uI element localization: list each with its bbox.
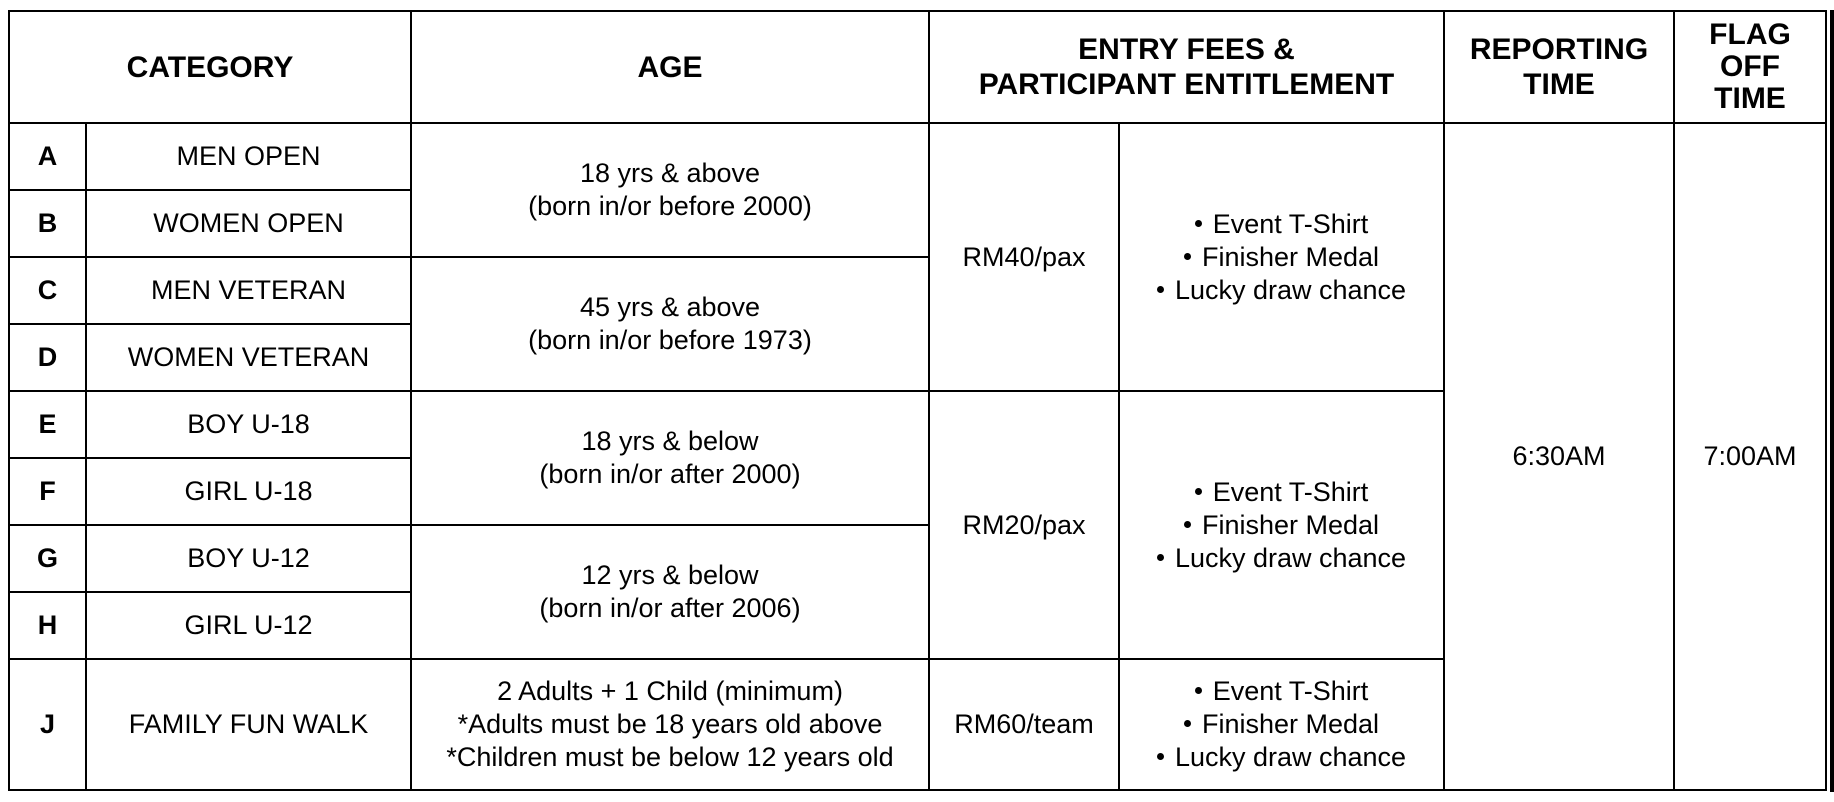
adjacent-row-divider (1830, 457, 1834, 459)
entitlement-list (1120, 675, 1443, 774)
adjacent-row-divider (1830, 122, 1834, 124)
bullet-icon (1157, 286, 1164, 293)
table-row (9, 123, 1826, 190)
flag-off-header-line1: FLAG (1709, 18, 1791, 51)
list-item (1120, 708, 1443, 741)
list-item (1120, 741, 1443, 774)
category-code: C (9, 257, 86, 324)
adjacent-row-divider (1830, 658, 1834, 660)
list-item (1120, 274, 1443, 307)
bullet-icon (1184, 720, 1191, 727)
event-categories-table (8, 10, 1827, 791)
age-group-veteran (411, 257, 929, 391)
category-code: F (9, 458, 86, 525)
entitlement-text: Finisher Medal (1201, 241, 1380, 272)
age-group-line1: 18 yrs & above (579, 158, 761, 188)
category-name: WOMEN VETERAN (86, 324, 411, 391)
bullet-icon (1195, 220, 1202, 227)
category-code: D (9, 324, 86, 391)
entry-fees-header-line1: ENTRY FEES & (1078, 33, 1295, 66)
age-group-family (411, 659, 929, 790)
category-code: H (9, 592, 86, 659)
fee-junior: RM20/pax (929, 391, 1119, 659)
age-group-line1: 2 Adults + 1 Child (minimum) (497, 676, 843, 706)
entitlement-list (1120, 476, 1443, 575)
age-group-line1: 12 yrs & below (581, 560, 759, 590)
age-group-line2: (born in/or before 2000) (528, 191, 812, 221)
entitlement-text: Event T-Shirt (1212, 476, 1369, 507)
entitlement-text: Event T-Shirt (1212, 676, 1369, 706)
age-header: AGE (411, 11, 929, 123)
fee-adult: RM40/pax (929, 123, 1119, 391)
list-item (1120, 476, 1443, 509)
age-group-u18 (411, 391, 929, 525)
age-group-line3: *Children must be below 12 years old (446, 742, 894, 772)
reporting-time: 6:30AM (1444, 123, 1674, 790)
list-item (1120, 675, 1443, 708)
age-group-line2: (born in/or after 2000) (539, 459, 801, 489)
entitlement-text: Lucky draw chance (1174, 542, 1407, 573)
category-header: CATEGORY (9, 11, 411, 123)
adjacent-row-divider (1830, 256, 1834, 258)
bullet-icon (1195, 687, 1202, 694)
flag-off-header-line3: TIME (1714, 82, 1786, 115)
flag-off-time: 7:00AM (1674, 123, 1826, 790)
age-group-line2: (born in/or before 1973) (528, 325, 812, 355)
bullet-icon (1157, 753, 1164, 760)
entitlement-text: Lucky draw chance (1174, 742, 1407, 772)
entitlement-text: Finisher Medal (1201, 509, 1380, 540)
reporting-time-header-line1: REPORTING (1469, 33, 1649, 66)
entitlement-text: Event T-Shirt (1212, 208, 1369, 239)
category-code: J (9, 659, 86, 790)
bullet-icon (1184, 253, 1191, 260)
entitlements-family (1119, 659, 1444, 790)
category-name: BOY U-18 (86, 391, 411, 458)
age-group-open (411, 123, 929, 257)
adjacent-row-divider (1830, 323, 1834, 325)
entitlement-list (1120, 208, 1443, 307)
age-group-line2: *Adults must be 18 years old above (457, 709, 883, 739)
list-item (1120, 509, 1443, 542)
age-group-line1: 45 yrs & above (579, 292, 761, 322)
bullet-icon (1157, 554, 1164, 561)
adjacent-column-border (1830, 10, 1834, 792)
category-name: GIRL U-12 (86, 592, 411, 659)
reporting-time-header-line2: TIME (1523, 68, 1595, 101)
entry-fees-header-line2: PARTICIPANT ENTITLEMENT (978, 68, 1395, 101)
entitlement-text: Finisher Medal (1201, 709, 1380, 739)
flag-off-time-header (1674, 11, 1826, 123)
age-group-line1: 18 yrs & below (581, 426, 759, 456)
header-row (9, 11, 1826, 123)
entitlements-junior (1119, 391, 1444, 659)
entry-fees-header (929, 11, 1444, 123)
category-name: FAMILY FUN WALK (86, 659, 411, 790)
adjacent-row-divider (1830, 591, 1834, 593)
flag-off-header-line2: OFF (1720, 50, 1780, 83)
reporting-time-header (1444, 11, 1674, 123)
age-group-u12 (411, 525, 929, 659)
category-code: A (9, 123, 86, 190)
category-name: WOMEN OPEN (86, 190, 411, 257)
list-item (1120, 241, 1443, 274)
age-group-line2: (born in/or after 2006) (539, 593, 801, 623)
entitlements-adult (1119, 123, 1444, 391)
list-item (1120, 542, 1443, 575)
category-code: G (9, 525, 86, 592)
category-name: BOY U-12 (86, 525, 411, 592)
fee-family: RM60/team (929, 659, 1119, 790)
bullet-icon (1184, 521, 1191, 528)
adjacent-row-divider (1830, 390, 1834, 392)
category-name: MEN VETERAN (86, 257, 411, 324)
entitlement-text: Lucky draw chance (1174, 274, 1407, 305)
adjacent-row-divider (1830, 189, 1834, 191)
category-code: B (9, 190, 86, 257)
adjacent-row-divider (1830, 524, 1834, 526)
category-name: MEN OPEN (86, 123, 411, 190)
list-item (1120, 208, 1443, 241)
category-code: E (9, 391, 86, 458)
category-name: GIRL U-18 (86, 458, 411, 525)
bullet-icon (1195, 488, 1202, 495)
